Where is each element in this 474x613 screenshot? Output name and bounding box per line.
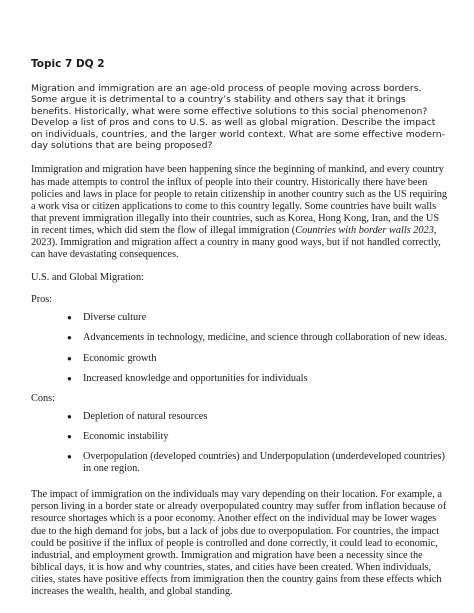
- bullet-icon: ●: [67, 333, 72, 343]
- list-item-text: Advancements in technology, medicine, and science through collaboration of new ideas.: [83, 332, 447, 344]
- document-body: [31, 58, 449, 598]
- intro-paragraph: [31, 164, 449, 261]
- bullet-icon: ●: [67, 373, 72, 383]
- bullet-icon: ●: [67, 353, 72, 363]
- list-item-text: Economic instability: [83, 430, 169, 442]
- list-item-text: Economic growth: [83, 352, 157, 364]
- list-item-text: Diverse culture: [83, 312, 147, 324]
- citation-source: Countries with border walls 2023: [295, 224, 434, 236]
- section-heading: U.S. and Global Migration:: [31, 272, 144, 284]
- list-item: [31, 451, 449, 475]
- cons-list: [31, 411, 449, 475]
- document-title: Topic 7 DQ 2: [31, 58, 105, 70]
- discussion-prompt: Migration and immigration are an age-old process of people moving across borders. Some argue it is detrimental to a country’s stability and others say that it brings benefits. Historically, what were some effective solutions to this social phenomenon? Develop a list of pros and cons to U.S. as well as global migration. Describe the impact on individuals, countries, and the larger world context. What are some effective modern-day solutions that are being proposed?: [31, 83, 445, 152]
- list-item-text: Increased knowledge and opportunities for individuals: [83, 372, 308, 384]
- cons-label: Cons:: [31, 392, 56, 404]
- intro-text-start: Immigration and migration have been happening since the beginning of mankind, and every country has made attempts to control the influx of people into their country. Historically there have been policies and laws in place for people to retain citizenship in another country such as the US requiring a work visa or citizen applications to come to this country legally. Some countries have built walls that prevent immigration illegally into their countries, such as Korea, Hong Kong, Iran, and the US in recent times, which did stem the flow of illegal immigration (: [31, 164, 448, 236]
- intro-text-end: , 2023). Immigration and migration affect a country in many good ways, but if not handled correctly, can have devastating consequences.: [31, 224, 441, 261]
- bullet-icon: ●: [67, 411, 72, 421]
- list-item: [31, 431, 449, 443]
- list-item: [31, 373, 449, 385]
- impact-paragraph: The impact of immigration on the individuals may vary depending on their location. For example, a person living in a border state or already overpopulated country may suffer from inflation because of resource shortages which is a poor economy. Another effect on the individual may be lower wages due to the high demand for jobs, but a lack of jobs due to overpopulation. For countries, the impact could be positive if the influx of people is controlled and done correctly, it could lead to economic, industrial, and employment growth. Immigration and migration have been a necessity since the biblical days, it is how and why countries, states, and cities have been created. When individuals, cities, states have positive effects from immigration then the country gains from these effects which increases the wealth, health, and global standing.: [31, 489, 447, 597]
- bullet-icon: ●: [67, 452, 72, 462]
- bullet-icon: ●: [67, 431, 72, 441]
- pros-label: Pros:: [31, 294, 53, 306]
- list-item: [31, 312, 449, 324]
- bullet-icon: ●: [67, 313, 72, 323]
- list-item: [31, 332, 449, 344]
- list-item: [31, 411, 449, 423]
- pros-list: [31, 312, 449, 384]
- list-item-text: Overpopulation (developed countries) and Underpopulation (underdeveloped countries) in one region.: [83, 451, 445, 475]
- list-item-text: Depletion of natural resources: [83, 410, 208, 422]
- list-item: [31, 353, 449, 365]
